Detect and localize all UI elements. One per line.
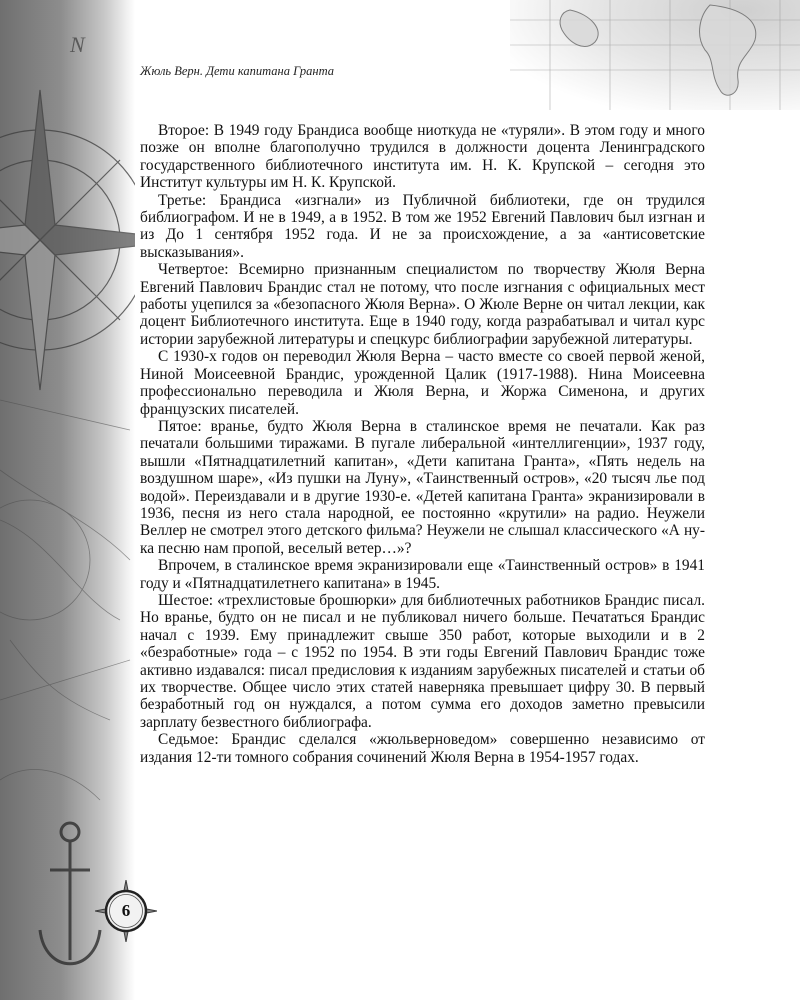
- paragraph: Впрочем, в сталинское время экранизировали еще «Таинственный остров» в 1941 году и «Пятнадцатилетнего капитана» в 1945.: [140, 557, 705, 592]
- svg-text:N: N: [70, 32, 85, 57]
- page-number: 6: [121, 901, 131, 920]
- decorative-world-map: [510, 0, 800, 110]
- paragraph: С 1930-х годов он переводил Жюля Верна – часто вместе со своей первой женой, Ниной Моисеевной Брандис, урожденной Цалик (1917-1988). Нина Моисеевна профессионально переводила и Жюля Верна, и Жоржа Сименона, и других французских писателей.: [140, 348, 705, 418]
- compass-rose-illustration: [0, 0, 135, 1000]
- paragraph: Четвертое: Всемирно признанным специалистом по творчеству Жюля Верна Евгений Павлович Брандис стал не потому, что после изгнания с официальных мест работы уцепился за «безопасного Жюля Верна». О Жюле Верне он читал лекции, как доцент Библиотечного института. Еще в 1940 году, когда разрабатывал и читал курс истории зарубежной литературы и спецкурс библиографии зарубежной литературы.: [140, 261, 705, 348]
- article-body: [140, 122, 705, 766]
- paragraph: Третье: Брандиса «изгнали» из Публичной библиотеки, где он трудился библиографом. И не в 1949, а в 1952. В том же 1952 Евгений Павлович был изгнан и из До 1 сентября 1952 года. И не за происхождение, а за «антисоветские высказывания».: [140, 191, 705, 261]
- paragraph: Шестое: «трехлистовые брошюрки» для библиотечных работников Брандис писал. Но вранье, будто он не писал и не публиковал ничего больше. Печататься Брандис начал с 1939. Ему принадлежит свыше 350 работ, которые выходили и в 2 «безработные» года – с 1952 по 1954. В эти годы Евгений Павлович Брандис тоже активно издавался: писал предисловия к изданиям зарубежных писателей и статьи об их творчестве. Общее число этих статей наверняка превышает цифру 30. В первый безработный год он нуждался, а потом сумма его доходов заметно превысили зарплату безвестного библиографа.: [140, 591, 705, 731]
- page-number-badge: [95, 880, 157, 942]
- running-header: Жюль Верн. Дети капитана Гранта: [140, 64, 335, 78]
- decorative-map-border: [0, 0, 135, 1000]
- paragraph: Пятое: вранье, будто Жюля Верна в сталинское время не печатали. Как раз печатали большими тиражами. В пугале либеральной «интеллигенции», 1937 году, вышли «Пятнадцатилетний капитан», «Дети капитана Гранта», «Пять недель на воздушном шаре», «Из пушки на Луну», «Таинственный остров», «20 тысяч лье под водой». Переиздавали и в другие 1930-е. «Детей капитана Гранта» экранизировали в 1936, песня из него стала народной, ее постоянно «крутили» на радио. Неужели Веллер не смотрел этого детского фильма? Неужели не слышал классического «А ну-ка песню нам пропой, веселый ветер…»?: [140, 417, 705, 557]
- paragraph: Второе: В 1949 году Брандиса вообще ниоткуда не «туряли». В этом году и много позже он вполне благополучно трудился в должности доцента Ленинградского государственного библиотечного института им. Н. К. Крупской – сегодня это Институт культуры им Н. К. Крупской.: [140, 122, 705, 192]
- paragraph: Седьмое: Брандис сделался «жюльверноведом» совершенно независимо от издания 12-ти томного собрания сочинений Жюля Верна в 1954-1957 годах.: [140, 731, 705, 766]
- world-map-illustration: [510, 0, 800, 110]
